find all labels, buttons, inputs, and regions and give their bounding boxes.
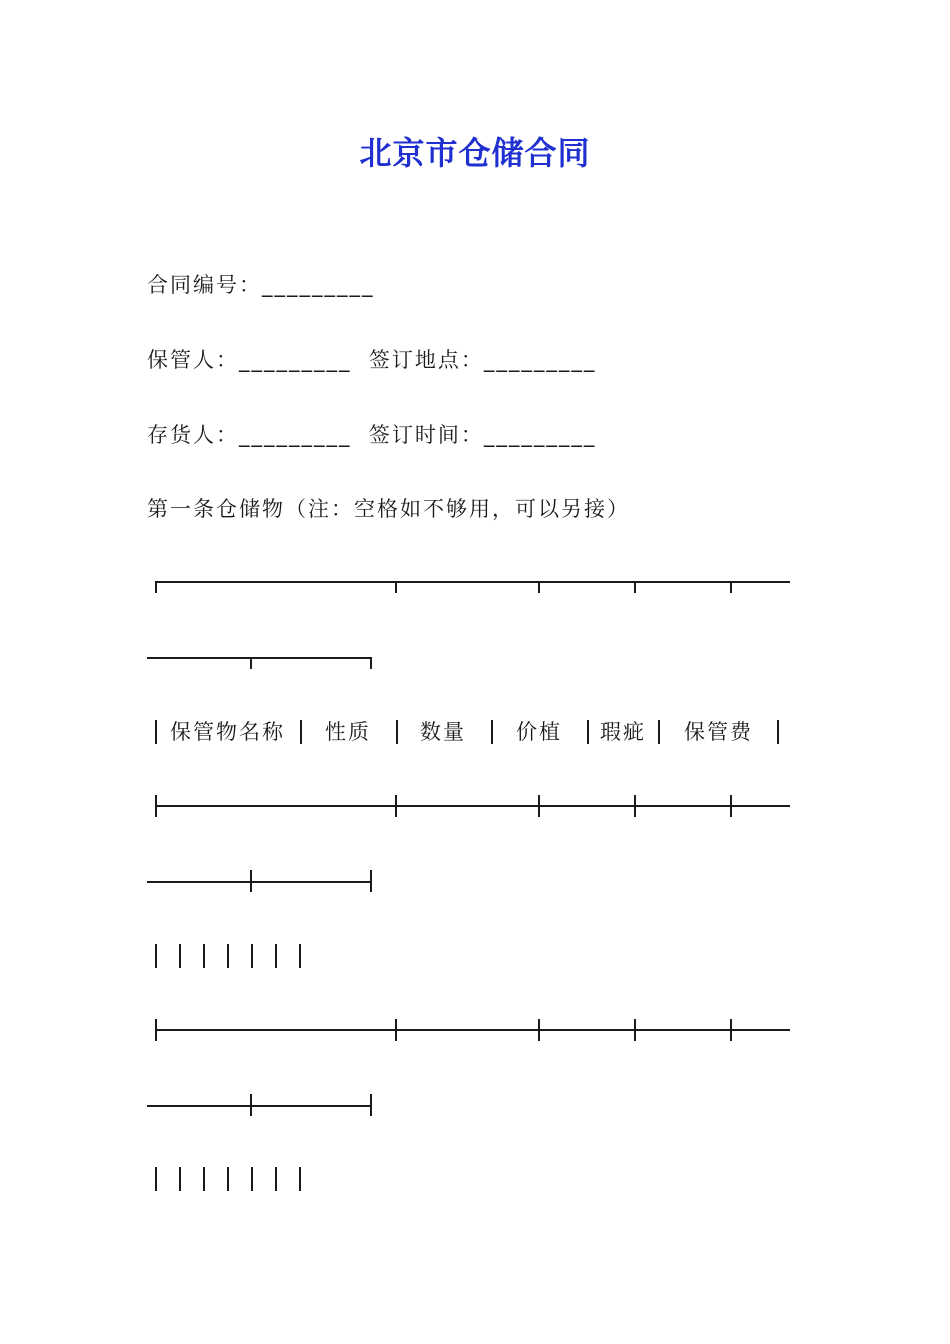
document-title: 北京市仓储合同 — [359, 134, 591, 172]
header-cell-value: 价植 — [516, 720, 562, 744]
custodian-signing-place-line: 保管人：_________ 签订地点：_________ — [147, 348, 597, 372]
article-one-heading: 第一条仓储物（注：空格如不够用，可以另接） — [147, 497, 630, 521]
header-cell-defect: 瑕疵 — [600, 720, 646, 744]
depositor-signing-time-line: 存货人：_________ 签订时间：_________ — [147, 423, 597, 447]
header-cell-name: 保管物名称 — [170, 720, 285, 744]
header-cell-quantity: 数量 — [420, 720, 466, 744]
header-cell-nature: 性质 — [325, 720, 371, 744]
header-cell-fee: 保管费 — [684, 720, 753, 744]
contract-number-line: 合同编号：_________ — [147, 273, 375, 297]
